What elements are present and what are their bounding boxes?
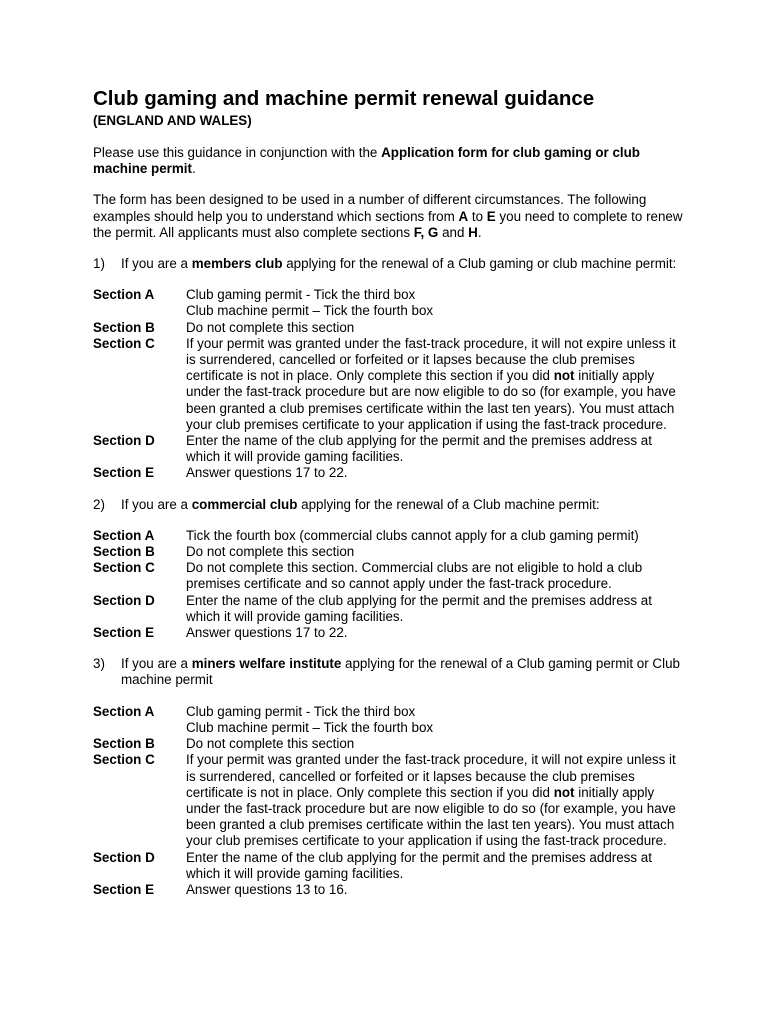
section-text: [186, 336, 686, 433]
section-c-post: initially apply under the fast-track procedure but are now eligible to do so (for example, you have been granted a club premises certificate within the last ten years). You must attach your club premises certificate to your application if using the fast-track procedure.: [186, 784, 676, 849]
section-label: Section B: [93, 544, 155, 560]
case3-post: applying for the renewal of a Club gaming permit or Club machine permit: [121, 656, 680, 688]
section-a-line-2: Club machine permit – Tick the fourth box: [186, 303, 434, 319]
table-row: [93, 850, 686, 882]
section-label: Section B: [93, 319, 155, 335]
section-c-pre: If your permit was granted under the fast-track procedure, it will not expire unless it is surrendered, cancelled or forfeited or it lapses because the club premises certificate is not in place. Only complete this section if you did: [186, 335, 676, 384]
table-row: [93, 736, 686, 752]
section-label: Section E: [93, 881, 155, 897]
intro2-text-5: .: [477, 224, 482, 240]
table-row: [93, 560, 686, 592]
table-row: [93, 336, 686, 433]
section-label: Section A: [93, 527, 155, 543]
intro-paragraph-2: [93, 192, 693, 241]
case3-pre: If you are a: [121, 656, 192, 672]
section-label: Section C: [93, 752, 155, 768]
case2-post: applying for the renewal of a Club machine permit:: [297, 496, 600, 512]
section-a-line-1: Club gaming permit - Tick the third box: [186, 703, 416, 719]
table-row: [93, 752, 686, 849]
section-label: Section C: [93, 335, 155, 351]
case-number: 2): [93, 496, 105, 512]
case2-sections-table: [93, 528, 686, 641]
section-text: [186, 752, 686, 849]
case-text: [121, 497, 693, 513]
case3-bold: miners welfare institute: [191, 656, 342, 672]
section-label: Section B: [93, 736, 155, 752]
table-row: [93, 528, 686, 544]
case-members-club: [93, 256, 693, 272]
intro2-text-3: you need to complete to renew the permit. All applicants must also complete sections: [93, 208, 683, 240]
section-a-line-2: Club machine permit – Tick the fourth box: [186, 719, 434, 735]
section-text: Do not complete this section: [186, 319, 355, 335]
intro2-text-2: to: [468, 208, 487, 224]
section-text: Tick the fourth box (commercial clubs cannot apply for a club gaming permit): [186, 527, 639, 543]
section-a-line-1: Club gaming permit - Tick the third box: [186, 287, 416, 303]
page-title: Club gaming and machine permit renewal guidance: [93, 87, 595, 110]
intro2-text-4: and: [438, 224, 469, 240]
section-text: [186, 287, 686, 319]
section-c-bold: not: [553, 784, 575, 800]
section-label: Section D: [93, 433, 155, 449]
intro2-text-1: The form has been designed to be used in a number of different circumstances. The following examples should help you to understand which sections from: [93, 192, 647, 224]
section-text: Enter the name of the club applying for the permit and the premises address at which it will provide gaming facilities.: [186, 592, 652, 624]
section-c-pre: If your permit was granted under the fast-track procedure, it will not expire unless it is surrendered, cancelled or forfeited or it lapses because the club premises certificate is not in place. Only complete this section if you did: [186, 752, 676, 800]
section-c-post: initially apply under the fast-track procedure but are now eligible to do so (for example, you have been granted a club premises certificate within the last ten years). You must attach your club premises certificate to your application if using the fast-track procedure.: [186, 368, 676, 432]
case2-pre: If you are a: [121, 496, 192, 512]
section-label: Section D: [93, 849, 155, 865]
section-label: Section E: [93, 625, 155, 641]
table-row: [93, 625, 686, 641]
table-row: [93, 320, 686, 336]
case1-bold: members club: [191, 256, 283, 272]
section-c-bold: not: [553, 368, 575, 384]
page-subtitle: (ENGLAND AND WALES): [93, 113, 252, 128]
intro2-bold-4: H: [468, 224, 478, 240]
case1-pre: If you are a: [121, 256, 192, 272]
intro-paragraph-1: [93, 145, 693, 177]
intro2-bold-1: A: [458, 208, 469, 224]
document-page: [93, 86, 693, 898]
form-name: Application form for club gaming or club machine permit: [93, 145, 640, 177]
table-row: [93, 465, 686, 481]
case2-bold: commercial club: [191, 496, 298, 512]
case-number: 1): [93, 256, 105, 272]
intro1-end: .: [191, 161, 196, 177]
section-label: Section D: [93, 592, 155, 608]
case-number: 3): [93, 656, 105, 672]
section-label: Section A: [93, 703, 155, 719]
case-miners-welfare-institute: [93, 656, 693, 688]
case1-post: applying for the renewal of a Club gaming or club machine permit:: [282, 256, 677, 272]
table-row: [93, 704, 686, 736]
case3-sections-table: [93, 704, 686, 898]
intro1-text: Please use this guidance in conjunction with the: [93, 145, 382, 160]
intro2-bold-3: F, G: [413, 224, 439, 240]
section-text: Do not complete this section. Commercial clubs are not eligible to hold a club premises certificate and so cannot apply under the fast-track procedure.: [186, 560, 643, 592]
case-text: [121, 656, 693, 688]
section-text: Answer questions 17 to 22.: [186, 625, 348, 641]
section-text: Enter the name of the club applying for the permit and the premises address at which it will provide gaming facilities.: [186, 433, 652, 465]
table-row: [93, 433, 686, 465]
table-row: [93, 287, 686, 319]
table-row: [93, 882, 686, 898]
section-text: Do not complete this section: [186, 544, 355, 560]
case-commercial-club: [93, 497, 693, 513]
case1-sections-table: [93, 287, 686, 481]
section-text: [186, 704, 686, 736]
case-text: [121, 256, 693, 272]
section-label: Section E: [93, 465, 155, 481]
intro2-bold-2: E: [486, 208, 496, 224]
table-row: [93, 593, 686, 625]
section-text: Answer questions 13 to 16.: [186, 881, 348, 897]
section-label: Section A: [93, 287, 155, 303]
table-row: [93, 544, 686, 560]
section-text: Do not complete this section: [186, 736, 355, 752]
section-text: Answer questions 17 to 22.: [186, 465, 348, 481]
section-label: Section C: [93, 560, 155, 576]
section-text: Enter the name of the club applying for the permit and the premises address at which it will provide gaming facilities.: [186, 849, 652, 881]
